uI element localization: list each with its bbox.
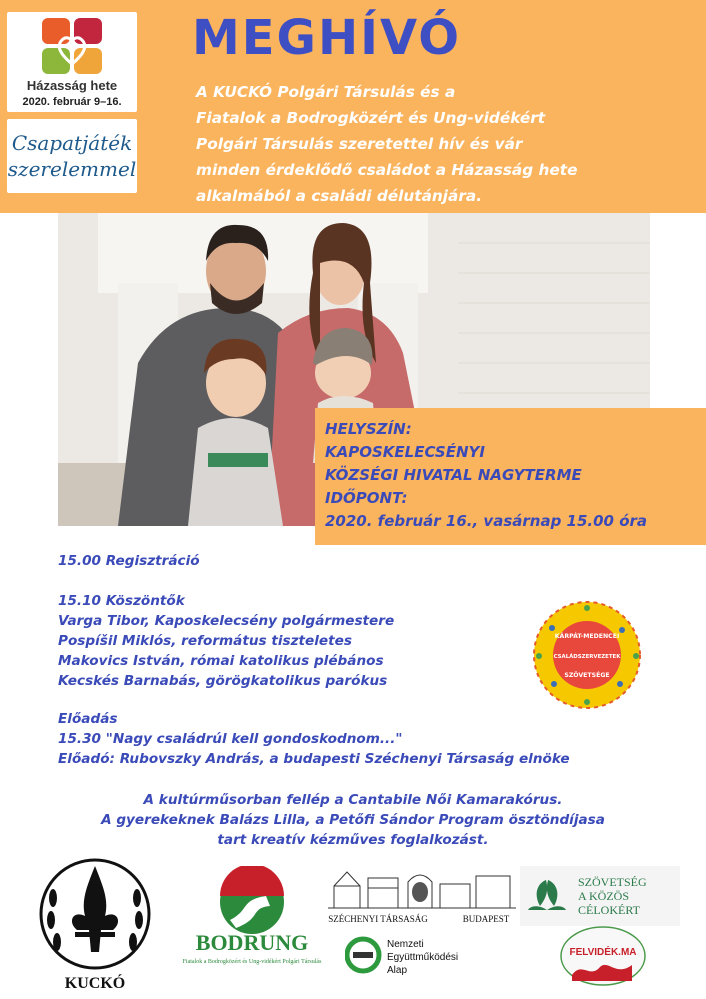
intro-line: Fiatalok a Bodrogközért és Ung-vidékért xyxy=(196,109,546,127)
badge-top-text: KÁRPÁT-MEDENCEI xyxy=(554,633,620,640)
nea-line: Együttműködési xyxy=(387,952,459,963)
bodrung-logo xyxy=(170,866,338,968)
hazassag-hete-logo xyxy=(7,12,137,112)
location-label: HELYSZÍN: xyxy=(325,420,412,438)
program-lecturer: Előadó: Rubovszky András, a budapesti Széchenyi Társaság elnöke xyxy=(58,751,570,767)
program-greeting: Kecskés Barnabás, görögkatolikus parókus xyxy=(58,673,388,689)
szechenyi-text-left: SZÉCHENYI TÁRSASÁG xyxy=(328,914,428,924)
szovetseg-line: CÉLOKÉRT xyxy=(578,903,640,917)
nea-line: Alap xyxy=(387,965,408,976)
program-registration: 15.00 Regisztráció xyxy=(58,553,200,569)
intro-line: Polgári Társulás szeretettel hív és vár xyxy=(196,135,523,153)
kucko-text: KUCKÓ xyxy=(64,975,126,992)
csapatjatek-line2: szerelemmel xyxy=(7,157,137,181)
program-lecture-line: 15.30 "Nagy családrúl kell gondoskodnom..." xyxy=(58,731,403,747)
program-greeting: Pospíšil Miklós, református tiszteletes xyxy=(58,633,352,649)
intro-line: alkalmából a családi délutánjára. xyxy=(196,187,483,205)
intro-line: A KUCKÓ Polgári Társulás és a xyxy=(196,83,456,101)
szovetseg-logo xyxy=(520,866,680,926)
program-greeting: Varga Tibor, Kaposkelecsény polgármestere xyxy=(58,613,395,629)
csapatjatek-logo xyxy=(7,119,137,193)
venue-box xyxy=(315,408,706,545)
felvidek-ma-logo xyxy=(558,925,648,987)
badge-bottom-text: SZÖVETSÉGE xyxy=(564,672,610,679)
page-title: MEGHÍVÓ xyxy=(192,10,462,66)
program-greetings-title: 15.10 Köszöntők xyxy=(58,593,185,609)
closing-line: A gyerekeknek Balázs Lilla, a Petőfi Sándor Program ösztöndíjasa xyxy=(101,812,605,828)
program-greeting: Makovics István, római katolikus plébános xyxy=(58,653,384,669)
location-line2: KÖZSÉGI HIVATAL NAGYTERME xyxy=(325,466,582,484)
bodrung-text: BODRUNG xyxy=(195,930,309,955)
csaladszervezetek-badge xyxy=(532,600,642,710)
time-value: 2020. február 16., vasárnap 15.00 óra xyxy=(325,512,648,530)
nea-line: Nemzeti xyxy=(387,939,424,950)
time-label: IDŐPONT: xyxy=(325,489,408,507)
szovetseg-line: SZÖVETSÉG xyxy=(578,875,647,889)
badge-middle-text: CSALÁDSZERVEZETEK xyxy=(553,654,621,660)
kucko-logo xyxy=(33,848,158,994)
szechenyi-text-right: BUDAPEST xyxy=(462,914,510,924)
szechenyi-tarsasag-logo xyxy=(328,864,516,926)
bodrung-subtext: Fiatalok a Bodrogközért és Ung-vidékért Polgári Társulás xyxy=(182,959,322,965)
intro-text xyxy=(196,79,666,209)
hearts-icon xyxy=(40,16,104,76)
szovetseg-line: A KÖZÖS xyxy=(578,889,630,903)
felvidek-ma-text: FELVIDÉK.MA xyxy=(569,947,637,958)
intro-line: minden érdeklődő családot a Házasság hete xyxy=(196,161,578,179)
hazassag-hete-date: 2020. február 9–16. xyxy=(22,96,122,108)
location-line1: KAPOSKELECSÉNYI xyxy=(325,443,485,461)
nea-logo xyxy=(345,935,485,979)
closing-line: tart kreatív kézműves foglalkozást. xyxy=(217,832,489,848)
hazassag-hete-name: Házasság hete xyxy=(26,78,118,93)
csapatjatek-line1: Csapatjáték xyxy=(11,131,133,155)
closing-line: A kultúrműsorban fellép a Cantabile Női Kamarakórus. xyxy=(143,792,563,808)
program-lecture-title: Előadás xyxy=(58,711,118,727)
